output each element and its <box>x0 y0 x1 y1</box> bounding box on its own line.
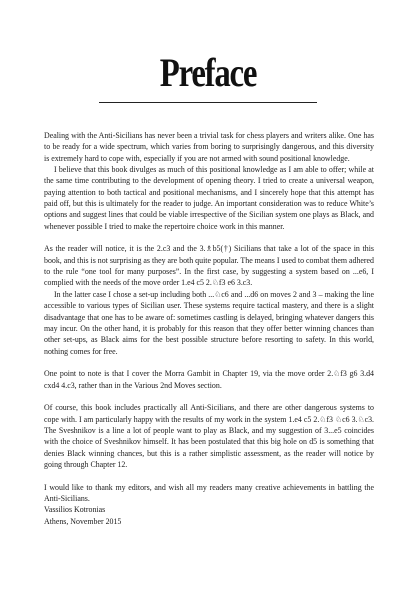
author-name: Vassilios Kotronias <box>44 505 106 515</box>
paragraph-7: I would like to thank my editors, and wish all my readers many creative achievements in battling the Anti-Sicilians. <box>44 482 374 503</box>
paragraph-1: Dealing with the Anti-Sicilians has never been a trivial task for chess players and writers alike. One has to be ready for a wide spectrum, which varies from boring to surprisingly dangerous, and this diversity is extremely hard to cope with, especially if you are not armed with sound positional knowledge. <box>44 131 374 163</box>
paragraph-2: I believe that this book divulges as much of this positional knowledge as I am able to offer; while at the same time contributing to the development of opening theory. I tried to create a universal weapon, paying attention to both tactical and positional mechanisms, and I sincerely hope that this attempt has paid off, but this is ultimately for the reader to judge. An important consideration was to reduce White’s options and suggest lines that could be viable irrespective of the Sicilian system one plays as Black, and whenever possible I tried to make the repertoire choice work in this manner. <box>44 165 374 231</box>
paragraph-3: As the reader will notice, it is the 2.c3 and the 3.♗b5(†) Sicilians that take a lot of the space in this book, and this is not surprising as they are both quite popular. The means I used to combat them adhered to the rule “one tool for many purposes”. In the first case, by suggesting a system based on ...e6, I complied with the needs of the move order 1.e4 c5 2.♘f3 e6 3.c3. <box>44 244 374 288</box>
page-title: Preface <box>159 50 257 95</box>
title-underline <box>99 102 317 103</box>
paragraph-4: In the latter case I chose a set-up including both ...♘c6 and ...d6 on moves 2 and 3 – making the line accessible to various types of Sicilian user. These systems require tactical mastery, and there is a slight disadvantage that one has to be aware of: sometimes castling is delayed, bringing whatever dangers this may incur. On the other hand, it is probably for this reason that they offer better winning chances than other set-ups, as Black aims for the best possible structure before resorting to safety. In this world, nothing comes for free. <box>44 289 374 356</box>
paragraph-6: Of course, this book includes practically all Anti-Sicilians, and there are other dangerous systems to cope with. I am particularly happy with the results of my work in the system 1.e4 c5 2.♘f3 ♘c6 3.♘c3. The Sveshnikov is a line a lot of people want to play as Black, and my suggestion of 3...e5 coincides with the choice of Sveshnikov himself. It has been postulated that this big hole on d5 is something that denies Black winning chances, but this is a rather simplistic assessment, as the reader will notice by going through Chapter 12. <box>44 403 374 469</box>
paragraph-5: One point to note is that I cover the Morra Gambit in Chapter 19, via the move order 2.♘f3 g6 3.d4 cxd4 4.c3, rather than in the Various 2nd Moves section. <box>44 369 374 390</box>
preface-body <box>44 130 374 527</box>
place-date: Athens, November 2015 <box>44 516 122 526</box>
